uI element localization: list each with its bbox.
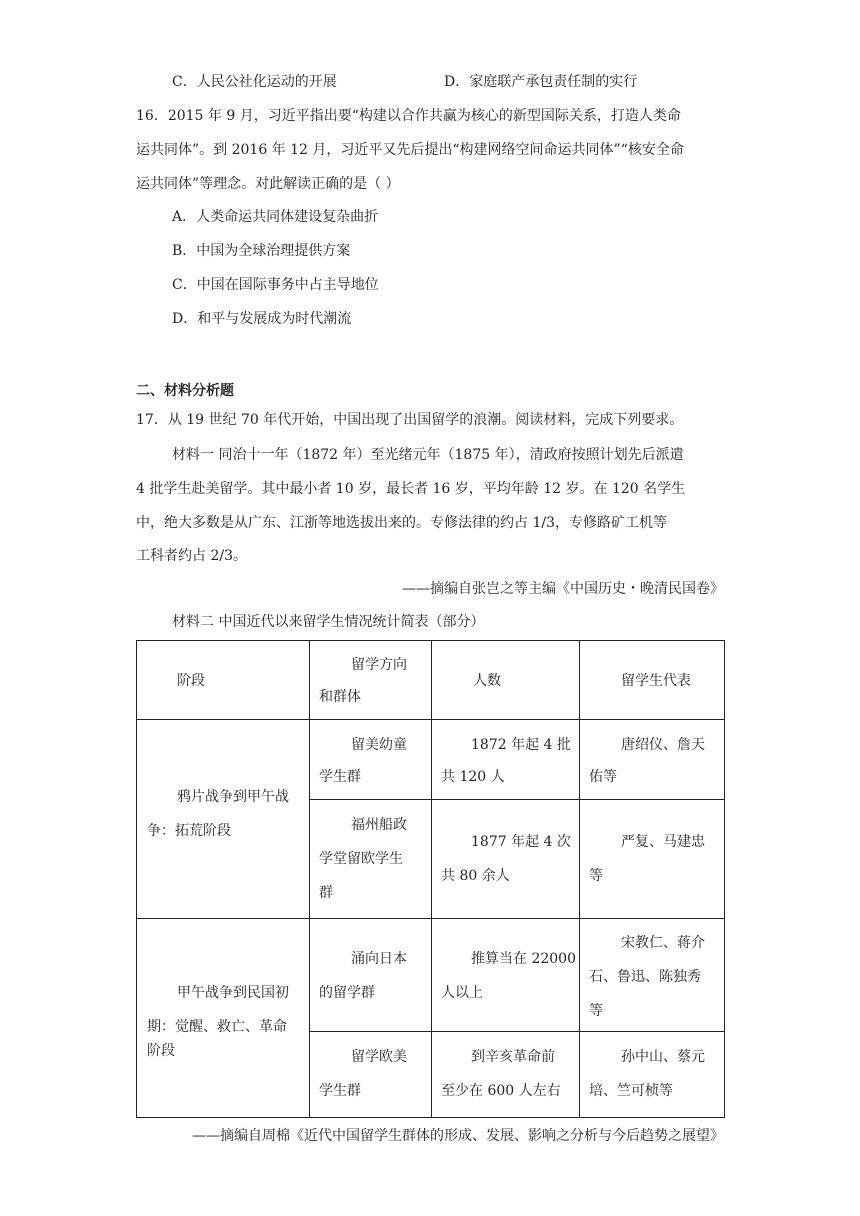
material1-line1: 材料一 同治十一年（1872 年）至光绪元年（1875 年），清政府按照计划先后派遣 (172, 447, 684, 463)
row1-count-line2: 共 120 人 (441, 769, 505, 785)
row2-direction-line2: 学堂留欧学生 (319, 851, 403, 867)
row4-count-line2: 至少在 600 人左右 (441, 1083, 561, 1099)
row1-direction-line2: 学生群 (319, 769, 361, 785)
material1-line2: 4 批学生赴美留学。其中最小者 10 岁，最长者 16 岁，平均年龄 12 岁。在 120 名学生 (136, 481, 686, 497)
stage2-line2: 期：觉醒、救亡、革命 (147, 1019, 287, 1035)
row4-representatives-line2: 培、竺可桢等 (589, 1083, 673, 1099)
row3-direction-line2: 的留学群 (319, 985, 375, 1001)
header-direction-line2: 和群体 (319, 689, 361, 705)
section-title: 二、材料分析题 (136, 383, 234, 399)
q16-option-a: A．人类命运共同体建设复杂曲折 (172, 209, 379, 225)
material2-title: 材料二 中国近代以来留学生情况统计简表（部分） (172, 614, 485, 630)
stage1-line1: 鸦片战争到甲午战 (177, 789, 289, 805)
stage2-line1: 甲午战争到民国初 (177, 985, 289, 1001)
row4-direction-line2: 学生群 (319, 1083, 361, 1099)
material1-line3: 中，绝大多数是从广东、江浙等地选拔出来的。专修法律的约占 1/3，专修路矿工机等 (136, 515, 667, 531)
material1-line4: 工科者约占 2/3。 (136, 548, 247, 564)
row4-count-line1: 到辛亥革命前 (471, 1049, 555, 1065)
row1-representatives-line2: 佑等 (589, 769, 617, 785)
header-count: 人数 (473, 673, 501, 689)
row2-direction-line3: 群 (319, 885, 333, 901)
stage2-line3: 阶段 (147, 1043, 175, 1059)
row4-representatives-line1: 孙中山、蔡元 (621, 1049, 705, 1065)
table-divider (431, 641, 432, 1117)
q16-stem-line1: 16．2015 年 9 月，习近平指出要“构建以合作共赢为核心的新型国际关系，打造人类命 (136, 108, 681, 124)
row2-representatives-line1: 严复、马建忠 (621, 834, 705, 850)
table-divider (579, 641, 580, 1117)
table-divider (309, 799, 724, 800)
row1-representatives-line1: 唐绍仪、詹天 (621, 737, 705, 753)
q16-stem-line2: 运共同体”。到 2016 年 12 月，习近平又先后提出“构建网络空间命运共同体”“核安全命 (136, 142, 684, 158)
q16-stem-line3: 运共同体”等理念。对此解读正确的是（ ） (136, 176, 400, 192)
header-representatives: 留学生代表 (621, 673, 691, 689)
table-divider (137, 918, 724, 919)
q16-option-b: B．中国为全球治理提供方案 (172, 243, 351, 259)
stage1-line2: 争：拓荒阶段 (147, 823, 231, 839)
row3-representatives-line1: 宋教仁、蒋介 (621, 935, 705, 951)
row2-count-line1: 1877 年起 4 次 (471, 834, 571, 850)
material2-source: ——摘编自周棉《近代中国留学生群体的形成、发展、影响之分析与今后趋势之展望》 (192, 1128, 724, 1144)
table-divider (137, 719, 724, 720)
row1-direction-line1: 留美幼童 (351, 737, 407, 753)
row1-count-line1: 1872 年起 4 批 (471, 737, 571, 753)
header-stage: 阶段 (177, 673, 205, 689)
row3-direction-line1: 涌向日本 (351, 951, 407, 967)
header-direction-line1: 留学方向 (351, 657, 407, 673)
row3-representatives-line3: 等 (589, 1003, 603, 1019)
q15-option-c: C．人民公社化运动的开展 (172, 74, 337, 90)
row3-count-line1: 推算当在 22000 (471, 951, 576, 967)
material1-source: ——摘编自张岂之等主编《中国历史・晚清民国卷》 (402, 581, 724, 597)
row2-representatives-line2: 等 (589, 868, 603, 884)
row3-count-line2: 人以上 (441, 985, 483, 1001)
row2-count-line2: 共 80 余人 (441, 868, 510, 884)
table-divider (309, 1031, 724, 1032)
row3-representatives-line2: 石、鲁迅、陈独秀 (589, 969, 701, 985)
q16-option-c: C．中国在国际事务中占主导地位 (172, 277, 379, 293)
q16-option-d: D．和平与发展成为时代潮流 (172, 311, 352, 327)
row4-direction-line1: 留学欧美 (351, 1049, 407, 1065)
statistics-table (136, 640, 725, 1118)
q15-option-d: D．家庭联产承包责任制的实行 (444, 74, 638, 90)
row2-direction-line1: 福州船政 (351, 817, 407, 833)
q17-stem: 17．从 19 世纪 70 年代开始，中国出现了出国留学的浪潮。阅读材料，完成下列要求。 (136, 412, 684, 428)
table-divider (309, 641, 310, 1117)
